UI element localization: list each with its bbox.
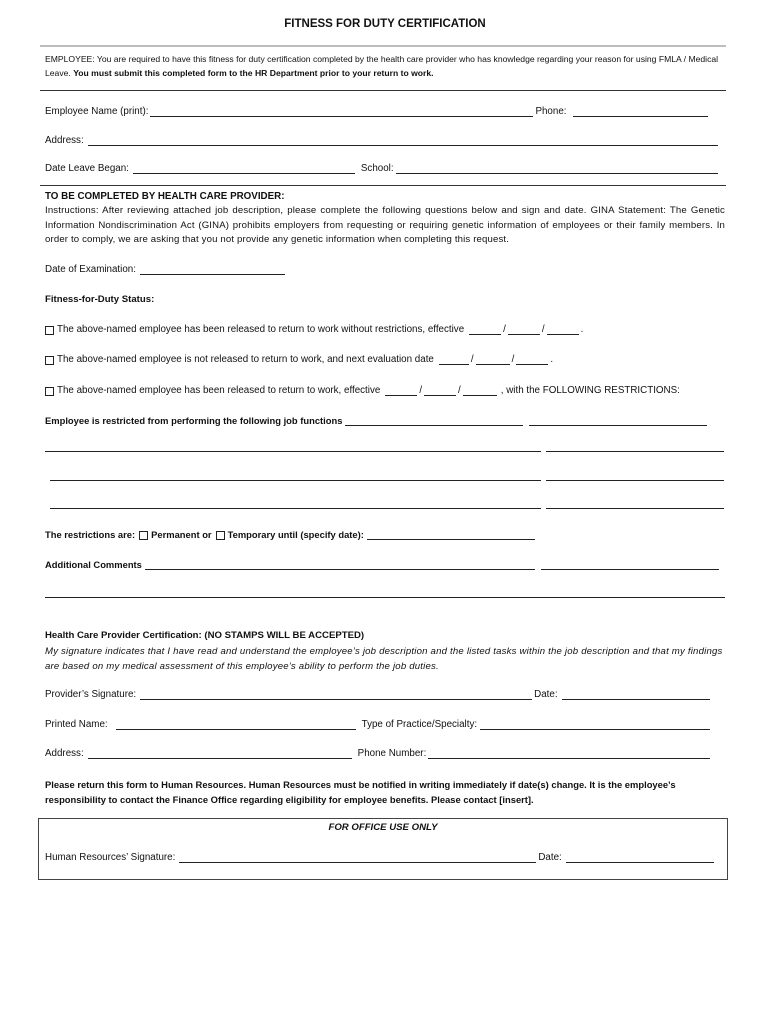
- provider-instructions: Instructions: After reviewing attached job description, please complete the following questions below and sign and date. GINA Statement: The Genetic Information Nondiscrimination Act (GINA) prohibits employers from requesting or requiring genetic information of employees or their family members. In order to comply, we are asking that you not provide any genetic information when completing this request.: [45, 205, 725, 245]
- job-functions-field[interactable]: [529, 413, 707, 426]
- job-functions-line[interactable]: [45, 451, 541, 452]
- school-field[interactable]: [396, 161, 718, 174]
- hr-signature-row: [45, 850, 725, 863]
- employee-name-label: Employee Name (print):: [45, 106, 149, 117]
- employee-name-row: [45, 104, 725, 117]
- job-functions-line[interactable]: [546, 451, 724, 452]
- comments-row: [45, 557, 721, 570]
- provider-phone-label: Phone Number:: [357, 748, 427, 759]
- restricted-day-field[interactable]: [424, 383, 456, 396]
- exam-date-row: [45, 262, 287, 275]
- status-option-2-label: The above-named employee is not released to return to work, and next evaluation date: [57, 354, 434, 365]
- employee-note-bold: You must submit this completed form to the HR Department prior to your return to work.: [73, 68, 434, 78]
- provider-signature-label: Provider’s Signature:: [45, 689, 137, 700]
- section-divider: [40, 185, 726, 186]
- release-day-field[interactable]: [508, 322, 540, 335]
- return-note: Please return this form to Human Resources. Human Resources must be notified in writing immediately if date(s) change. It is the employee’s responsibility to contact the Finance Office regarding eligibility for employee benefits. Please contact [insert].: [45, 779, 676, 805]
- exam-date-field[interactable]: [140, 262, 285, 275]
- evaluation-month-field[interactable]: [439, 352, 469, 365]
- provider-address-row: [45, 746, 725, 759]
- comments-line[interactable]: [45, 597, 725, 598]
- printed-name-field[interactable]: [116, 717, 356, 730]
- evaluation-year-field[interactable]: [516, 352, 548, 365]
- status-option-2: [45, 352, 553, 365]
- employee-name-field[interactable]: [150, 104, 533, 117]
- evaluation-day-field[interactable]: [476, 352, 510, 365]
- comments-field[interactable]: [541, 557, 719, 570]
- phone-field[interactable]: [573, 104, 708, 117]
- address-label: Address:: [45, 135, 84, 146]
- hr-signature-label: Human Resources’ Signature:: [45, 852, 176, 863]
- hr-signature-field[interactable]: [179, 850, 536, 863]
- provider-signature-row: [45, 687, 725, 700]
- restricted-month-field[interactable]: [385, 383, 417, 396]
- restrictions-are-label: The restrictions are:: [45, 529, 136, 540]
- checkbox-not-released[interactable]: [45, 356, 54, 365]
- permanent-label: Permanent or: [151, 529, 212, 540]
- period: .: [580, 324, 584, 335]
- status-option-1: [45, 322, 583, 335]
- certification-heading: Health Care Provider Certification: (NO STAMPS WILL BE ACCEPTED): [45, 630, 365, 641]
- status-option-1-label: The above-named employee has been released to return to work without restrictions, effective: [57, 324, 465, 335]
- status-option-3-label: The above-named employee has been released to return to work, effective: [57, 385, 381, 396]
- period: .: [550, 354, 554, 365]
- date-leave-field[interactable]: [133, 161, 355, 174]
- date-leave-label: Date Leave Began:: [45, 163, 129, 174]
- hr-date-label: Date:: [538, 852, 562, 863]
- status-option-3-suffix: , with the FOLLOWING RESTRICTIONS:: [500, 385, 680, 396]
- form-title: FITNESS FOR DUTY CERTIFICATION: [284, 18, 486, 30]
- date-slash: /: [541, 324, 545, 335]
- restrictions-type-row: [45, 527, 537, 540]
- employee-note-text: EMPLOYEE: You are required to have this fitness for duty certification completed by the health care provider who has knowledge regarding your reason for using FMLA / Medical Leave.: [45, 54, 719, 78]
- school-label: School:: [360, 163, 394, 174]
- job-functions-line[interactable]: [546, 508, 724, 509]
- job-functions-row: [45, 413, 709, 426]
- employee-note: [45, 52, 725, 80]
- title-divider: [40, 45, 726, 47]
- temporary-until-field[interactable]: [367, 527, 535, 540]
- release-month-field[interactable]: [469, 322, 501, 335]
- address-field[interactable]: [88, 133, 718, 146]
- practice-label: Type of Practice/Specialty:: [361, 719, 478, 730]
- practice-field[interactable]: [480, 717, 710, 730]
- date-slash: /: [470, 354, 474, 365]
- job-functions-label: Employee is restricted from performing the following job functions: [45, 415, 343, 426]
- job-functions-line[interactable]: [546, 480, 724, 481]
- date-slash: /: [503, 324, 506, 335]
- comments-field[interactable]: [145, 557, 535, 570]
- provider-phone-field[interactable]: [428, 746, 710, 759]
- temporary-label: Temporary until (specify date):: [227, 529, 364, 540]
- job-functions-field[interactable]: [345, 413, 523, 426]
- date-slash: /: [511, 354, 515, 365]
- provider-address-field[interactable]: [88, 746, 352, 759]
- office-use-heading: FOR OFFICE USE ONLY: [328, 822, 438, 833]
- provider-signature-field[interactable]: [140, 687, 532, 700]
- restricted-year-field[interactable]: [463, 383, 497, 396]
- phone-label: Phone:: [535, 106, 567, 117]
- comments-label: Additional Comments: [45, 559, 142, 570]
- exam-date-label: Date of Examination:: [45, 264, 136, 275]
- date-slash: /: [458, 385, 461, 396]
- status-heading: Fitness-for-Duty Status:: [45, 294, 155, 305]
- printed-name-row: [45, 717, 725, 730]
- certification-statement: My signature indicates that I have read and understand the employee’s job description and the listed tasks within the job description and that my findings are based on my medical assessment of this employee’s ability to perform the job duties.: [45, 646, 723, 672]
- checkbox-released-restrictions[interactable]: [45, 387, 54, 396]
- hr-date-field[interactable]: [566, 850, 714, 863]
- printed-name-label: Printed Name:: [45, 719, 108, 730]
- job-functions-line[interactable]: [50, 480, 541, 481]
- address-row: [45, 133, 725, 146]
- checkbox-temporary[interactable]: [216, 531, 225, 540]
- provider-date-field[interactable]: [562, 687, 710, 700]
- job-functions-line[interactable]: [50, 508, 541, 509]
- date-slash: /: [419, 385, 423, 396]
- checkbox-released[interactable]: [45, 326, 54, 335]
- release-year-field[interactable]: [547, 322, 579, 335]
- provider-date-label: Date:: [534, 689, 558, 700]
- provider-heading: TO BE COMPLETED BY HEALTH CARE PROVIDER:: [45, 191, 285, 202]
- section-divider: [40, 90, 726, 91]
- checkbox-permanent[interactable]: [139, 531, 148, 540]
- status-option-3: [45, 383, 680, 396]
- provider-address-label: Address:: [45, 748, 84, 759]
- date-leave-row: [45, 161, 725, 174]
